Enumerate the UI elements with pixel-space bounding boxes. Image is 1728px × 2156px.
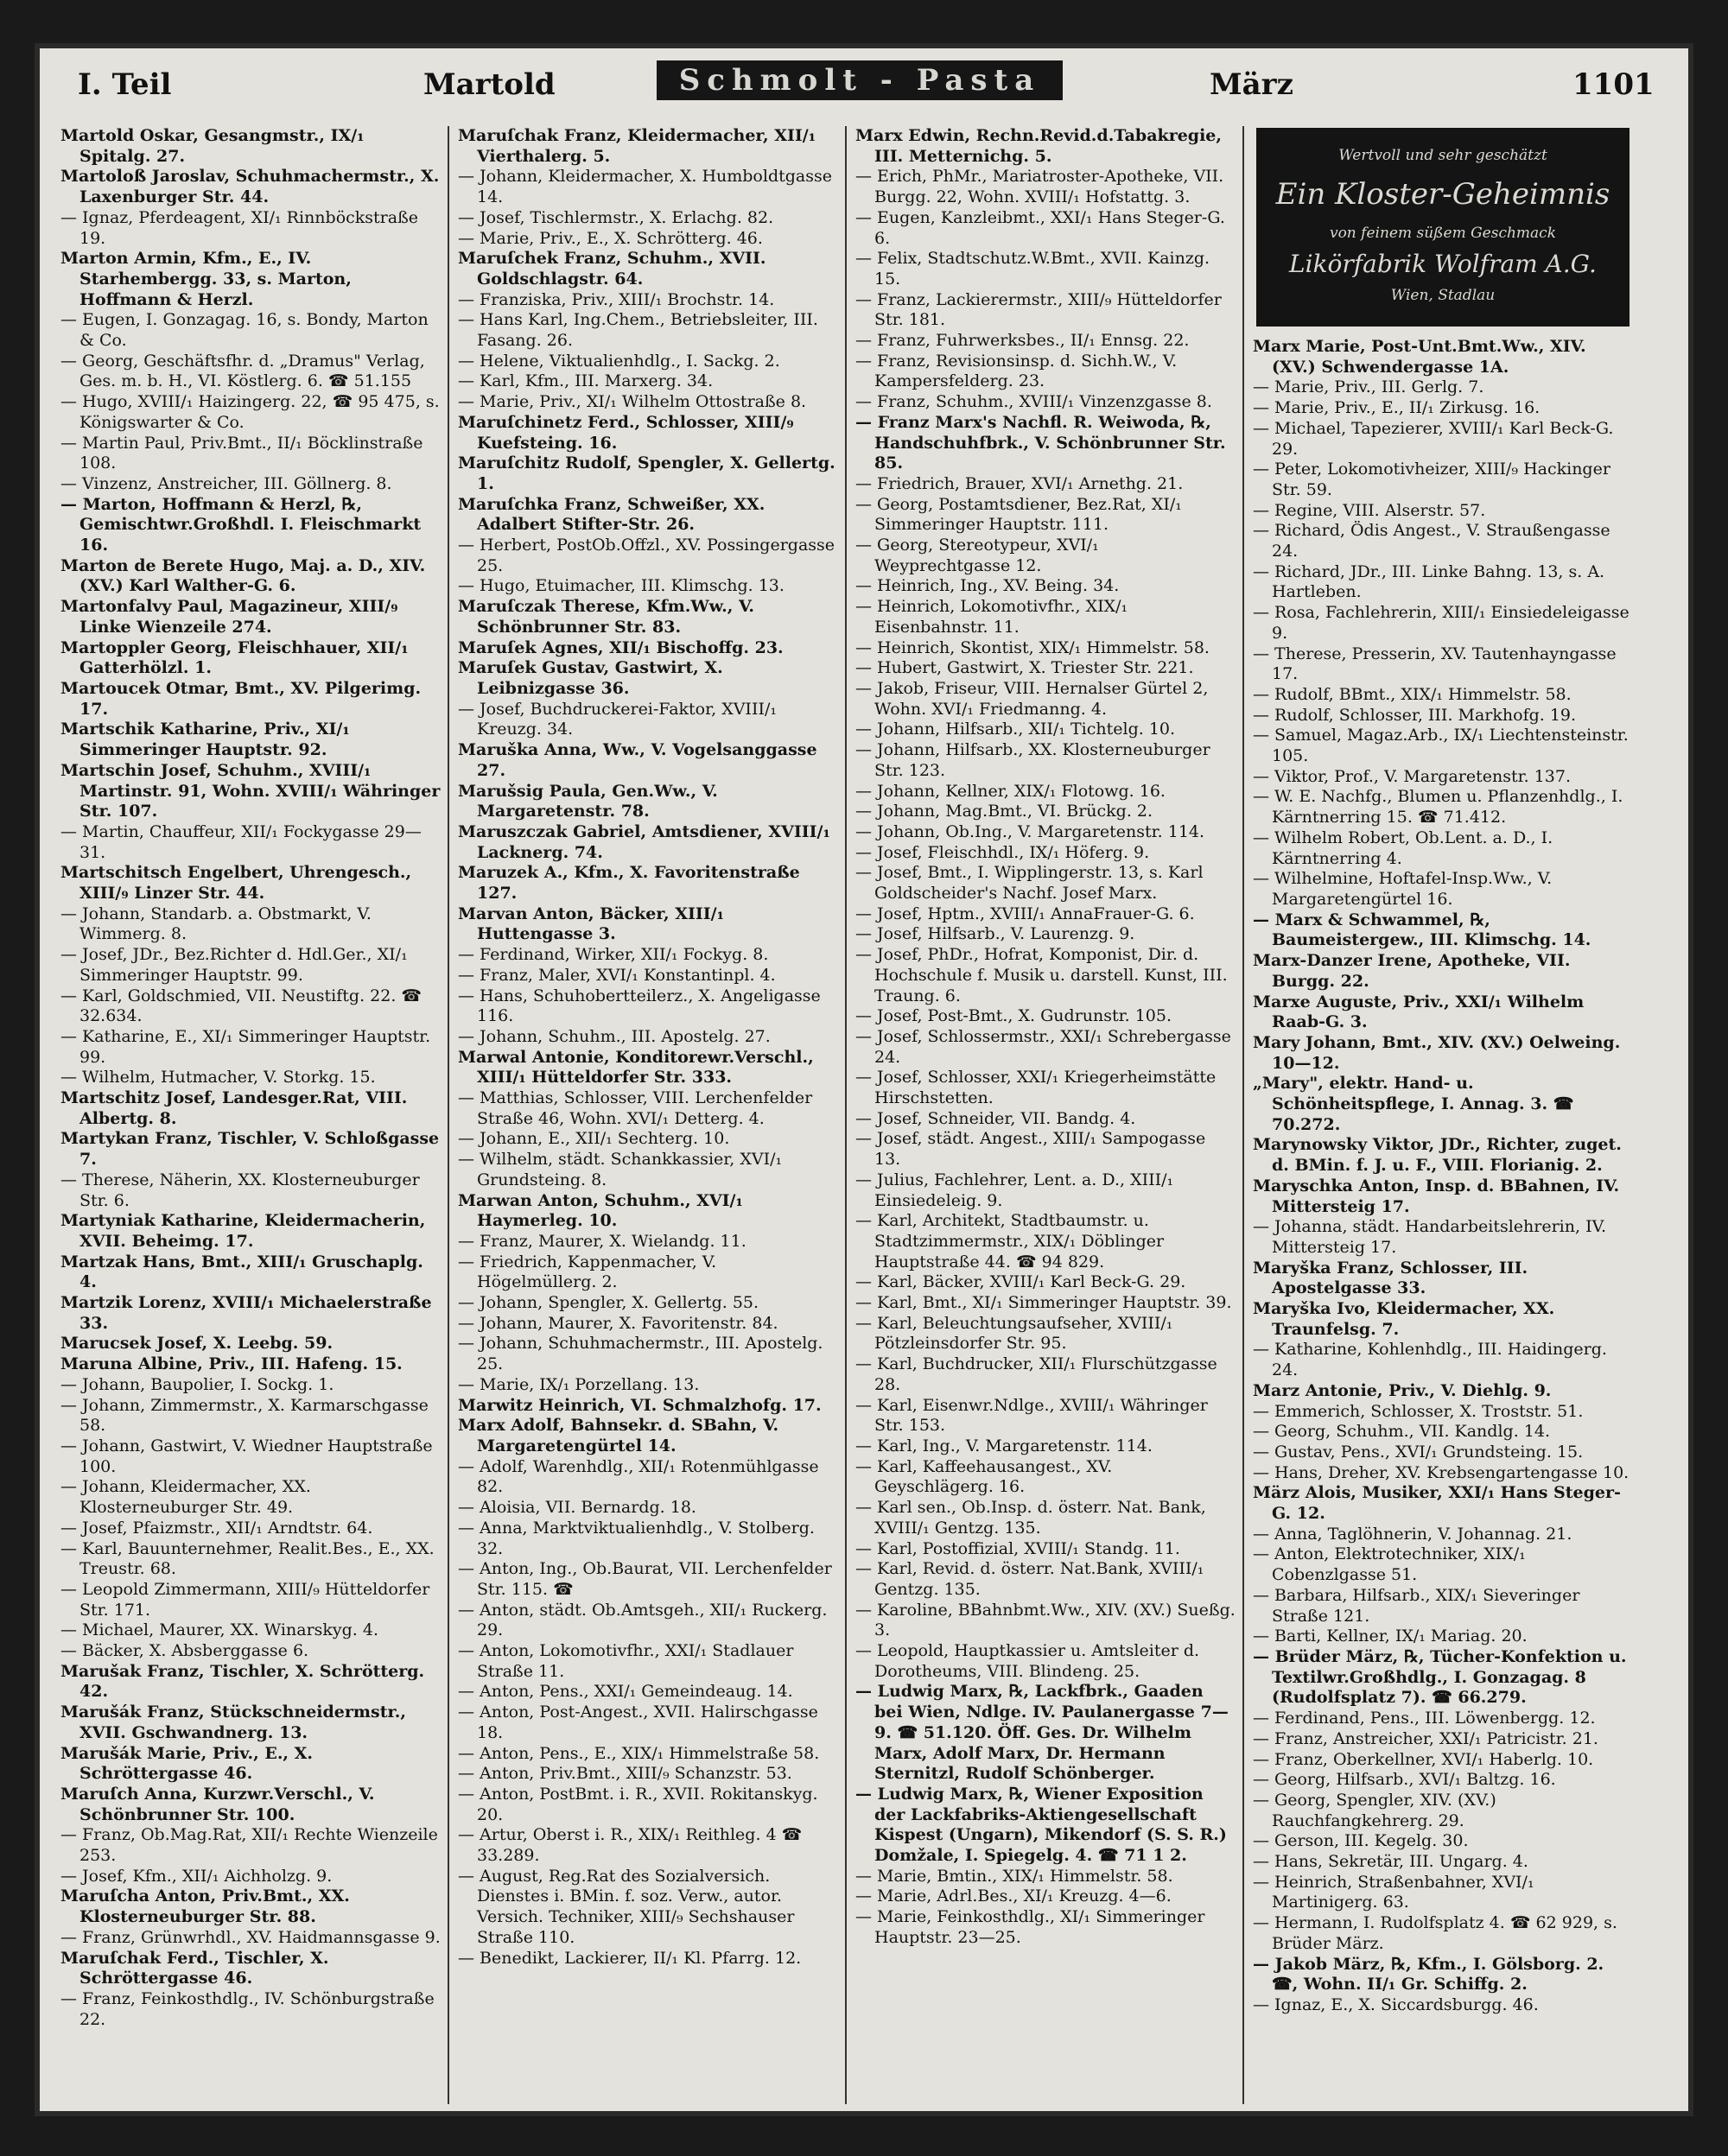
directory-entry: — Hermann, I. Rudolfsplatz 4. ☎ 62 929, s. Brüder März. — [1253, 1913, 1617, 1953]
directory-column-1 — [60, 126, 441, 2104]
directory-entry: — Barti, Kellner, IX/₁ Mariag. 20. — [1253, 1627, 1528, 1646]
directory-entry: — Franz Marx's Nachfl. R. Weiwoda, ℞, Handschuhfbrk., V. Schönbrunner Str. 85. — [855, 412, 1226, 473]
directory-entry: — Anna, Marktviktualienhdlg., V. Stolberg. 32. — [458, 1518, 815, 1558]
directory-entry: — Josef, Schneider, VII. Bandg. 4. — [855, 1108, 1136, 1128]
directory-entry: — Richard, JDr., III. Linke Bahng. 13, s. A. Hartleben. — [1253, 561, 1605, 602]
directory-entry: Marucsek Josef, X. Leebg. 59. — [60, 1334, 334, 1354]
directory-entry: — Franz, Maurer, X. Wielandg. 11. — [458, 1231, 746, 1251]
directory-entry: — Franz, Ob.Mag.Rat, XII/₁ Rechte Wienzeile 253. — [60, 1825, 438, 1866]
directory-entry: — Johann, Zimmermstr., X. Karmarschgasse 58. — [60, 1395, 429, 1436]
column-divider — [448, 126, 449, 2104]
directory-entry: — Martin, Chauffeur, XII/₁ Fockygasse 29—31. — [60, 821, 422, 862]
ad-line-1: Wertvoll und sehr geschätzt — [1338, 147, 1547, 164]
directory-entry: — August, Reg.Rat des Sozialversich. Dienstes i. BMin. f. soz. Verw., autor. Versich. Techniker, XIII/₉ Sechshauser Straße 110. — [458, 1866, 795, 1947]
directory-entry: — Ludwig Marx, ℞, Lackfbrk., Gaaden bei Wien, Ndlge. IV. Paulanergasse 7—9. ☎ 51.120. Öff. Ges. Dr. Wilhelm Marx, Adolf Marx, Dr. Hermann Sternitzl, Rudolf Schönberger. — [855, 1682, 1229, 1784]
ad-brand: Likörfabrik Wolfram A.G. — [1289, 250, 1597, 278]
directory-entry: — Josef, Schlosser, XXI/₁ Kriegerheimstätte Hirschstetten. — [855, 1068, 1217, 1108]
directory-entry: — Anton, PostBmt. i. R., XVII. Rokitanskyg. 20. — [458, 1784, 818, 1824]
directory-entry: Maruſek Agnes, XII/₁ Bischoffg. 23. — [458, 637, 784, 657]
directory-entry: Martzak Hans, Bmt., XIII/₁ Gruschaplg. 4. — [60, 1252, 423, 1292]
directory-entry: — Ferdinand, Pens., III. Löwenbergg. 12. — [1253, 1709, 1596, 1728]
directory-entry: — Hans, Dreher, XV. Krebsengartengasse 10. — [1253, 1462, 1630, 1482]
directory-entry: — Hugo, XVIII/₁ Haizingerg. 22, ☎ 95 475, s. Königswarter & Co. — [60, 392, 440, 432]
directory-entry: — Aloisia, VII. Bernardg. 18. — [458, 1498, 696, 1518]
directory-entry: — Karl, Bmt., XI/₁ Simmeringer Hauptstr. 39. — [855, 1293, 1232, 1313]
directory-entry: — Johann, Schuhm., III. Apostelg. 27. — [458, 1026, 771, 1046]
directory-entry: Maruszczak Gabriel, Amtsdiener, XVIII/₁ Lacknerg. 74. — [458, 821, 830, 862]
directory-entry: — Georg, Stereotypeur, XVI/₁ Weyprechtgasse 12. — [855, 536, 1099, 575]
directory-entry: — Karl, Postoffizial, XVIII/₁ Standg. 11. — [855, 1538, 1180, 1558]
directory-entry: Martykan Franz, Tischler, V. Schloßgasse 7. — [60, 1129, 440, 1170]
directory-entry: — Johann, Mag.Bmt., VI. Brückg. 2. — [855, 802, 1153, 821]
directory-entry: — Katharine, Kohlenhdlg., III. Haidingerg. 24. — [1253, 1340, 1607, 1380]
directory-column-3 — [855, 126, 1236, 2104]
directory-entry: — Wilhelm, städt. Schankkassier, XVI/₁ Grundsteing. 8. — [458, 1150, 783, 1189]
directory-entry: — Franz, Revisionsinsp. d. Sichh.W., V. Kampersfelderg. 23. — [855, 351, 1178, 391]
directory-entry: Marton Armin, Kfm., E., IV. Starhembergg. 33, s. Marton, Hoffmann & Herzl. — [60, 249, 352, 309]
directory-entry: — Johann, Kleidermacher, X. Humboldtgasse 14. — [458, 167, 832, 207]
directory-entry: — Georg, Postamtsdiener, Bez.Rat, XI/₁ Simmeringer Hauptstr. 111. — [855, 494, 1182, 535]
header-right-guideword: März — [1210, 67, 1293, 102]
directory-entry: — Anton, Ing., Ob.Baurat, VII. Lerchenfelder Str. 115. ☎ — [458, 1559, 832, 1599]
directory-entry: — Marie, Priv., III. Gerlg. 7. — [1253, 377, 1484, 397]
directory-entry: — Felix, Stadtschutz.W.Bmt., XVII. Kainzg. 15. — [855, 249, 1210, 289]
directory-entry: — Benedikt, Lackierer, II/₁ Kl. Pfarrg. 12. — [458, 1948, 802, 1968]
directory-entry: Maruſch Anna, Kurzwr.Verschl., V. Schönbrunner Str. 100. — [60, 1784, 375, 1824]
directory-entry: — Josef, städt. Angest., XIII/₁ Sampogasse 13. — [855, 1129, 1206, 1170]
directory-entry: — Samuel, Magaz.Arb., IX/₁ Liechtensteinstr. 105. — [1253, 726, 1629, 766]
directory-entry: Marynowsky Viktor, JDr., Richter, zuget. d. BMin. f. J. u. F., VIII. Florianig. 2. — [1253, 1135, 1622, 1176]
directory-entry: — Brüder März, ℞, Tücher-Konfektion u. Textilwr.Großhdlg., I. Gonzagag. 8 (Rudolfsplatz 7). ☎ 66.279. — [1253, 1647, 1627, 1708]
directory-entry: Marušák Franz, Stückschneidermstr., XVII. Gschwandnerg. 13. — [60, 1703, 406, 1742]
directory-entry: — Karl, Beleuchtungsaufseher, XVIII/₁ Pötzleinsdorfer Str. 95. — [855, 1313, 1173, 1354]
directory-entry: — Rudolf, Schlosser, III. Markhofg. 19. — [1253, 705, 1577, 725]
directory-entry: — Karl, Goldschmied, VII. Neustiftg. 22. ☎ 32.634. — [60, 986, 422, 1026]
directory-entry: — Bäcker, X. Absberggasse 6. — [60, 1641, 309, 1661]
directory-column-4 — [1253, 126, 1633, 2104]
directory-entry: — Karl, Buchdrucker, XII/₁ Flurschützgasse 28. — [855, 1354, 1217, 1394]
directory-entry: Maruzek A., Kfm., X. Favoritenstraße 127. — [458, 863, 800, 904]
directory-entry: — Martin Paul, Priv.Bmt., II/₁ Böcklinstraße 108. — [60, 433, 423, 473]
directory-entry: — Georg, Spengler, XIV. (XV.) Rauchfangkehrerg. 29. — [1253, 1790, 1496, 1830]
directory-entry: — Josef, Pfaizmstr., XII/₁ Arndtstr. 64. — [60, 1518, 373, 1538]
directory-entry: — Karl, Ing., V. Margaretenstr. 114. — [855, 1436, 1153, 1455]
directory-entry: — Ignaz, Pferdeagent, XI/₁ Rinnböckstraße 19. — [60, 207, 419, 248]
directory-entry: — Hubert, Gastwirt, X. Triester Str. 221. — [855, 658, 1194, 678]
directory-entry: — Karl sen., Ob.Insp. d. österr. Nat. Bank, XVIII/₁ Gentzg. 135. — [855, 1498, 1206, 1538]
directory-entry: — Peter, Lokomotivheizer, XIII/₉ Hackinger Str. 59. — [1253, 460, 1610, 499]
directory-entry: — Marx & Schwammel, ℞, Baumeistergew., III. Klimschg. 14. — [1253, 910, 1591, 950]
directory-entry: — Gerson, III. Kegelg. 30. — [1253, 1831, 1469, 1851]
directory-entry: — Therese, Näherin, XX. Klosterneuburger Str. 6. — [60, 1170, 420, 1210]
directory-entry: — Johann, Schuhmachermstr., III. Apostelg. 25. — [458, 1334, 823, 1374]
directory-entry: Marušak Franz, Tischler, X. Schrötterg. 42. — [60, 1661, 425, 1702]
directory-entry: Martoucek Otmar, Bmt., XV. Pilgerimg. 17. — [60, 678, 422, 719]
directory-entry: — Franz, Anstreicher, XXI/₁ Patricistr. 21. — [1253, 1728, 1598, 1748]
directory-entry: — Eugen, I. Gonzagag. 16, s. Bondy, Marton & Co. — [60, 310, 429, 351]
directory-entry: — Marie, Feinkosthdlg., XI/₁ Simmeringer Hauptstr. 23—25. — [855, 1907, 1205, 1947]
directory-entry: — Franz, Feinkosthdlg., IV. Schönburgstraße 22. — [60, 1988, 435, 2029]
directory-entry: Marwitz Heinrich, VI. Schmalzhofg. 17. — [458, 1395, 822, 1415]
directory-entry: Martschik Katharine, Priv., XI/₁ Simmeringer Hauptstr. 92. — [60, 720, 350, 760]
directory-entry: „Mary", elektr. Hand- u. Schönheitspflege, I. Annag. 3. ☎ 70.272. — [1253, 1074, 1574, 1134]
directory-entry: — Johann, Baupolier, I. Sockg. 1. — [60, 1374, 334, 1394]
directory-entry: Maryschka Anton, Insp. d. BBahnen, IV. Mittersteig 17. — [1253, 1176, 1620, 1216]
directory-entry: — Emmerich, Schlosser, X. Troststr. 51. — [1253, 1401, 1584, 1421]
directory-entry: — Julius, Fachlehrer, Lent. a. D., XIII/₁ Einsiedeleig. 9. — [855, 1170, 1174, 1210]
directory-entry: Maryška Ivo, Kleidermacher, XX. Traunfelsg. 7. — [1253, 1299, 1555, 1339]
directory-entry: — Franz, Fuhrwerksbes., II/₁ Ennsg. 22. — [855, 331, 1190, 351]
directory-entry: Martonfalvy Paul, Magazineur, XIII/₉ Linke Wienzeile 274. — [60, 597, 398, 637]
directory-entry: — Marton, Hoffmann & Herzl, ℞, Gemischtwr.Großhdl. I. Fleischmarkt 16. — [60, 494, 422, 555]
directory-entry: — Karl, Bäcker, XVIII/₁ Karl Beck-G. 29. — [855, 1272, 1186, 1292]
header-range-banner: Schmolt - Pasta — [657, 60, 1063, 100]
directory-entry: — Franz, Lackierermstr., XIII/₉ Hütteldorfer Str. 181. — [855, 289, 1222, 330]
directory-entry: — Josef, Fleischhdl., IX/₁ Höferg. 9. — [855, 842, 1150, 862]
directory-entry: — Johann, Ob.Ing., V. Margaretenstr. 114. — [855, 821, 1205, 841]
directory-entry: Maruſchka Franz, Schweißer, XX. Adalbert Stifter-Str. 26. — [458, 494, 766, 535]
directory-entry: — Ignaz, E., X. Siccardsburgg. 46. — [1253, 1994, 1539, 2014]
directory-entry: — Katharine, E., XI/₁ Simmeringer Hauptstr. 99. — [60, 1026, 431, 1067]
directory-entry: — Karl, Eisenwr.Ndlge., XVIII/₁ Währinger Str. 153. — [855, 1395, 1208, 1436]
directory-entry: — Friedrich, Kappenmacher, V. Högelmüllerg. 2. — [458, 1252, 717, 1292]
directory-entry: — Anna, Taglöhnerin, V. Johannag. 21. — [1253, 1524, 1572, 1544]
directory-entry: — Regine, VIII. Alserstr. 57. — [1253, 500, 1486, 520]
directory-entry: Marxe Auguste, Priv., XXI/₁ Wilhelm Raab-G. 3. — [1253, 992, 1585, 1032]
directory-entry: Maruſek Gustav, Gastwirt, X. Leibnizgasse 36. — [458, 658, 723, 698]
ad-location: Wien, Stadlau — [1390, 287, 1496, 304]
directory-entry: — Georg, Hilfsarb., XVI/₁ Baltzg. 16. — [1253, 1770, 1556, 1790]
directory-entry: — Marie, Priv., E., X. Schrötterg. 46. — [458, 228, 763, 248]
directory-entry: — Anton, Priv.Bmt., XIII/₉ Schanzstr. 53. — [458, 1764, 792, 1784]
directory-entry: — Franz, Schuhm., XVIII/₁ Vinzenzgasse 8. — [855, 392, 1212, 412]
directory-entry: Martschitz Josef, Landesger.Rat, VIII. Albertg. 8. — [60, 1088, 408, 1128]
directory-entry: — Rudolf, BBmt., XIX/₁ Himmelstr. 58. — [1253, 684, 1572, 704]
directory-entry: — Richard, Ödis Angest., V. Straußengasse 24. — [1253, 521, 1610, 561]
directory-entry: Maruſchak Franz, Kleidermacher, XII/₁ Vierthalerg. 5. — [458, 126, 816, 166]
directory-entry: — Josef, Kfm., XII/₁ Aichholzg. 9. — [60, 1866, 333, 1886]
directory-entry: — Karl, Bauunternehmer, Realit.Bes., E., XX. Treustr. 68. — [60, 1538, 435, 1579]
directory-entry: Maruſchak Ferd., Tischler, X. Schröttergasse 46. — [60, 1948, 329, 1988]
directory-entry: — Josef, Buchdruckerei-Faktor, XVIII/₁ Kreuzg. 34. — [458, 699, 777, 739]
directory-entry: — Anton, Pens., E., XIX/₁ Himmelstraße 58. — [458, 1743, 820, 1763]
directory-entry: — Helene, Viktualienhdlg., I. Sackg. 2. — [458, 351, 780, 371]
directory-entry: — Leopold Zimmermann, XIII/₉ Hütteldorfer Str. 171. — [60, 1579, 430, 1620]
directory-page — [35, 43, 1693, 2116]
directory-entry: Martschitsch Engelbert, Uhrengesch., XIII/₉ Linzer Str. 44. — [60, 863, 412, 904]
directory-entry: — Hugo, Etuimacher, III. Klimschg. 13. — [458, 576, 785, 596]
directory-entry: — Johann, Hilfsarb., XX. Klosterneuburger Str. 123. — [855, 740, 1210, 780]
directory-entry: Marz Antonie, Priv., V. Diehlg. 9. — [1253, 1380, 1552, 1400]
directory-entry: — Karl, Kaffeehausangest., XV. Geyschlägerg. 16. — [855, 1456, 1113, 1497]
advertisement-box — [1256, 128, 1630, 327]
directory-entry: — Rosa, Fachlehrerin, XIII/₁ Einsiedeleigasse 9. — [1253, 603, 1630, 643]
directory-entry: — Anton, Pens., XXI/₁ Gemeindeaug. 14. — [458, 1682, 793, 1702]
directory-entry: — Josef, Bmt., I. Wipplingerstr. 13, s. Karl Goldscheider's Nachf. Josef Marx. — [855, 863, 1204, 904]
directory-entry: Marx Edwin, Rechn.Revid.d.Tabakregie, III. Metternichg. 5. — [855, 126, 1223, 166]
directory-entry: Marwan Anton, Schuhm., XVI/₁ Haymerleg. 10. — [458, 1190, 743, 1231]
directory-entry: — Franz, Maler, XVI/₁ Konstantinpl. 4. — [458, 965, 776, 985]
directory-entry: — Viktor, Prof., V. Margaretenstr. 137. — [1253, 766, 1571, 786]
directory-entry: — Leopold, Hauptkassier u. Amtsleiter d. Dorotheums, VIII. Blindeng. 25. — [855, 1641, 1200, 1681]
directory-entry: — Ludwig Marx, ℞, Wiener Exposition der Lackfabriks-Aktiengesellschaft Kispest (Ungarn), Mikendorf (S. S. R.) Domžale, I. Spiegelg. 4. ☎ 71 1 2. — [855, 1784, 1227, 1866]
directory-entry: Marton de Berete Hugo, Maj. a. D., XIV. (XV.) Karl Walther-G. 6. — [60, 555, 426, 596]
directory-entry: — Wilhelm Robert, Ob.Lent. a. D., I. Kärntnerring 4. — [1253, 828, 1553, 868]
directory-entry: — Herbert, PostOb.Offzl., XV. Possingergasse 25. — [458, 536, 835, 575]
directory-entry: — Josef, Schlossermstr., XXI/₁ Schrebergasse 24. — [855, 1026, 1231, 1067]
directory-entry: — Marie, IX/₁ Porzellang. 13. — [458, 1374, 700, 1394]
directory-entry: — Karl, Architekt, Stadtbaumstr. u. Stadtzimmermstr., XIX/₁ Döblinger Hauptstraße 44. ☎ 94 829. — [855, 1211, 1165, 1271]
directory-entry: — Johann, Kleidermacher, XX. Klosterneuburger Str. 49. — [60, 1477, 311, 1518]
directory-entry: Marušsig Paula, Gen.Ww., V. Margaretenstr. 78. — [458, 781, 718, 821]
column-divider — [845, 126, 847, 2104]
header-part-label: I. Teil — [78, 67, 172, 102]
directory-entry: — Josef, Post-Bmt., X. Gudrunstr. 105. — [855, 1006, 1172, 1026]
directory-entry: — Josef, PhDr., Hofrat, Komponist, Dir. d. Hochschule f. Musik u. darstell. Kunst, III. Traung. 6. — [855, 945, 1228, 1005]
directory-entry: — Hans, Sekretär, III. Ungarg. 4. — [1253, 1852, 1528, 1872]
directory-entry: Marx Marie, Post-Unt.Bmt.Ww., XIV. (XV.) Schwendergasse 1A. — [1253, 337, 1586, 377]
directory-entry: Maryška Franz, Schlosser, III. Apostelgasse 33. — [1253, 1258, 1528, 1298]
directory-entry: — Josef, Hptm., XVIII/₁ AnnaFrauer-G. 6. — [855, 904, 1195, 923]
directory-entry: Marušák Marie, Priv., E., X. Schröttergasse 46. — [60, 1743, 314, 1784]
directory-entry: — W. E. Nachfg., Blumen u. Pflanzenhdlg., I. Kärntnerring 15. ☎ 71.412. — [1253, 787, 1623, 828]
directory-entry: — Jakob, Friseur, VIII. Hernalser Gürtel 2, Wohn. XVI/₁ Friedmanng. 4. — [855, 678, 1209, 719]
directory-entry: — Karl, Kfm., III. Marxerg. 34. — [458, 371, 714, 391]
directory-entry: Maruſchinetz Ferd., Schlosser, XIII/₉ Kuefsteing. 16. — [458, 412, 794, 453]
directory-entry: — Franziska, Priv., XIII/₁ Brochstr. 14. — [458, 289, 775, 309]
directory-entry: Marx-Danzer Irene, Apotheke, VII. Burgg. 22. — [1253, 951, 1571, 991]
page-number: 1101 — [1572, 67, 1655, 102]
directory-entry: — Heinrich, Straßenbahner, XVI/₁ Martinigerg. 63. — [1253, 1872, 1534, 1912]
directory-entry: — Anton, Lokomotivfhr., XXI/₁ Stadlauer Straße 11. — [458, 1641, 794, 1681]
directory-entry: Mary Johann, Bmt., XIV. (XV.) Oelweing. 10—12. — [1253, 1032, 1621, 1073]
directory-entry: — Artur, Oberst i. R., XIX/₁ Reithleg. 4 ☎ 33.289. — [458, 1825, 803, 1866]
directory-entry: — Jakob März, ℞, Kfm., I. Gölsborg. 2. ☎, Wohn. II/₁ Gr. Schiffg. 2. — [1253, 1954, 1604, 1994]
directory-entry: — Anton, Post-Angest., XVII. Halirschgasse 18. — [458, 1703, 818, 1742]
column-divider — [1242, 126, 1244, 2104]
directory-entry: — Marie, Bmtin., XIX/₁ Himmelstr. 58. — [855, 1866, 1173, 1886]
directory-entry: — Josef, JDr., Bez.Richter d. Hdl.Ger., XI/₁ Simmeringer Hauptstr. 99. — [60, 945, 408, 985]
directory-entry: — Matthias, Schlosser, VIII. Lerchenfelder Straße 46, Wohn. XVI/₁ Detterg. 4. — [458, 1088, 813, 1128]
directory-entry: — Josef, Tischlermstr., X. Erlachg. 82. — [458, 207, 774, 227]
directory-entry: — Heinrich, Ing., XV. Being. 34. — [855, 576, 1120, 596]
directory-column-2 — [458, 126, 838, 2104]
directory-entry: — Karoline, BBahnbmt.Ww., XIV. (XV.) Sueßg. 3. — [855, 1600, 1236, 1640]
directory-entry: — Johann, Maurer, X. Favoritenstr. 84. — [458, 1313, 778, 1333]
directory-entry: — Anton, Elektrotechniker, XIX/₁ Cobenzlgasse 51. — [1253, 1544, 1526, 1585]
directory-entry: Martold Oskar, Gesangmstr., IX/₁ Spitalg. 27. — [60, 126, 365, 166]
directory-entry: — Gustav, Pens., XVI/₁ Grundsteing. 15. — [1253, 1442, 1584, 1462]
directory-entry: Maruſczak Therese, Kfm.Ww., V. Schönbrunner Str. 83. — [458, 597, 755, 637]
directory-entry: — Karl, Revid. d. österr. Nat.Bank, XVIII/₁ Gentzg. 135. — [855, 1559, 1204, 1599]
directory-entry: Martoloß Jaroslav, Schuhmachermstr., X. Laxenburger Str. 44. — [60, 167, 440, 207]
directory-entry: — Johanna, städt. Handarbeitslehrerin, IV. Mittersteig 17. — [1253, 1217, 1607, 1257]
directory-entry: — Adolf, Warenhdlg., XII/₁ Rotenmühlgasse 82. — [458, 1456, 819, 1497]
directory-entry: Martoppler Georg, Fleischhauer, XII/₁ Gatterhölzl. 1. — [60, 637, 409, 678]
directory-entry: Marx Adolf, Bahnsekr. d. SBahn, V. Margaretengürtel 14. — [458, 1416, 779, 1455]
directory-entry: — Marie, Adrl.Bes., XI/₁ Kreuzg. 4—6. — [855, 1886, 1172, 1906]
directory-entry: — Barbara, Hilfsarb., XIX/₁ Sieveringer Straße 121. — [1253, 1585, 1580, 1626]
directory-entry: — Johann, Gastwirt, V. Wiedner Hauptstraße 100. — [60, 1436, 433, 1476]
directory-entry: Maruſchek Franz, Schuhm., XVII. Goldschlagstr. 64. — [458, 249, 766, 289]
directory-entry: — Marie, Priv., E., II/₁ Zirkusg. 16. — [1253, 398, 1541, 418]
directory-entry: Maruſchitz Rudolf, Spengler, X. Gellertg. 1. — [458, 453, 835, 493]
directory-entry: — Hans, Schuhobertteilerz., X. Angeligasse 116. — [458, 986, 821, 1026]
directory-entry: — Johann, E., XII/₁ Sechterg. 10. — [458, 1129, 730, 1149]
directory-entry: Marvan Anton, Bäcker, XIII/₁ Huttengasse 3. — [458, 904, 724, 944]
directory-entry: — Anton, städt. Ob.Amtsgeh., XII/₁ Ruckerg. 29. — [458, 1600, 828, 1640]
directory-entry: — Heinrich, Skontist, XIX/₁ Himmelstr. 58. — [855, 637, 1210, 657]
directory-entry: — Heinrich, Lokomotivfhr., XIX/₁ Eisenbahnstr. 11. — [855, 597, 1128, 637]
directory-entry: — Wilhelmine, Hoftafel-Insp.Ww., V. Margaretengürtel 16. — [1253, 869, 1553, 909]
directory-entry: — Johann, Standarb. a. Obstmarkt, V. Wimmerg. 8. — [60, 904, 372, 944]
directory-entry: Maruška Anna, Ww., V. Vogelsanggasse 27. — [458, 740, 817, 780]
directory-entry: — Friedrich, Brauer, XVI/₁ Arnethg. 21. — [855, 473, 1184, 493]
directory-entry: Maruna Albine, Priv., III. Hafeng. 15. — [60, 1354, 403, 1374]
directory-entry: Martyniak Katharine, Kleidermacherin, XVII. Beheimg. 17. — [60, 1211, 426, 1251]
directory-entry: — Hans Karl, Ing.Chem., Betriebsleiter, III. Fasang. 26. — [458, 310, 818, 351]
directory-entry: — Johann, Spengler, X. Gellertg. 55. — [458, 1293, 759, 1313]
directory-entry: — Erich, PhMr., Mariatroster-Apotheke, VII. Burgg. 22, Wohn. XVIII/₁ Hofstattg. 3. — [855, 167, 1224, 207]
directory-entry: — Michael, Tapezierer, XVIII/₁ Karl Beck-G. 29. — [1253, 418, 1614, 459]
directory-entry: — Georg, Schuhm., VII. Kandlg. 14. — [1253, 1422, 1550, 1442]
directory-entry: Maruſcha Anton, Priv.Bmt., XX. Klosterneuburger Str. 88. — [60, 1886, 350, 1927]
directory-entry: — Therese, Presserin, XV. Tautenhayngasse 17. — [1253, 644, 1617, 684]
directory-entry: — Franz, Oberkellner, XVI/₁ Haberlg. 10. — [1253, 1749, 1594, 1769]
directory-entry: Marwal Antonie, Konditorewr.Verschl., XIII/₁ Hütteldorfer Str. 333. — [458, 1047, 814, 1088]
header-left-guideword: Martold — [423, 67, 556, 102]
directory-entry: — Vinzenz, Anstreicher, III. Göllnerg. 8. — [60, 473, 392, 493]
directory-entry: — Ferdinand, Wirker, XII/₁ Fockyg. 8. — [458, 945, 769, 965]
directory-entry: — Michael, Maurer, XX. Winarskyg. 4. — [60, 1620, 379, 1640]
directory-entry: — Johann, Hilfsarb., XII/₁ Tichtelg. 10. — [855, 720, 1176, 739]
ad-headline: Ein Kloster-Geheimnis — [1275, 177, 1610, 212]
directory-entry: — Georg, Geschäftsfhr. d. „Dramus" Verlag, Ges. m. b. H., VI. Köstlerg. 6. ☎ 51.155 — [60, 351, 425, 391]
ad-line-3: von feinem süßem Geschmack — [1329, 225, 1557, 242]
directory-entry: März Alois, Musiker, XXI/₁ Hans Steger-G. 12. — [1253, 1483, 1621, 1524]
directory-entry: — Johann, Kellner, XIX/₁ Flotowg. 16. — [855, 781, 1166, 801]
directory-entry: — Franz, Grünwrhdl., XV. Haidmannsgasse 9. — [60, 1927, 441, 1947]
directory-entry: — Eugen, Kanzleibmt., XXI/₁ Hans Steger-G. 6. — [855, 207, 1225, 248]
directory-entry: — Marie, Priv., XI/₁ Wilhelm Ottostraße 8. — [458, 392, 807, 412]
directory-entry: Martzik Lorenz, XVIII/₁ Michaelerstraße 33. — [60, 1293, 432, 1333]
page-header — [60, 60, 1659, 121]
directory-entry: — Josef, Hilfsarb., V. Laurenzg. 9. — [855, 924, 1135, 944]
directory-entry: Martschin Josef, Schuhm., XVIII/₁ Martinstr. 91, Wohn. XVIII/₁ Währinger Str. 107. — [60, 760, 441, 821]
directory-entry: — Wilhelm, Hutmacher, V. Storkg. 15. — [60, 1068, 376, 1088]
